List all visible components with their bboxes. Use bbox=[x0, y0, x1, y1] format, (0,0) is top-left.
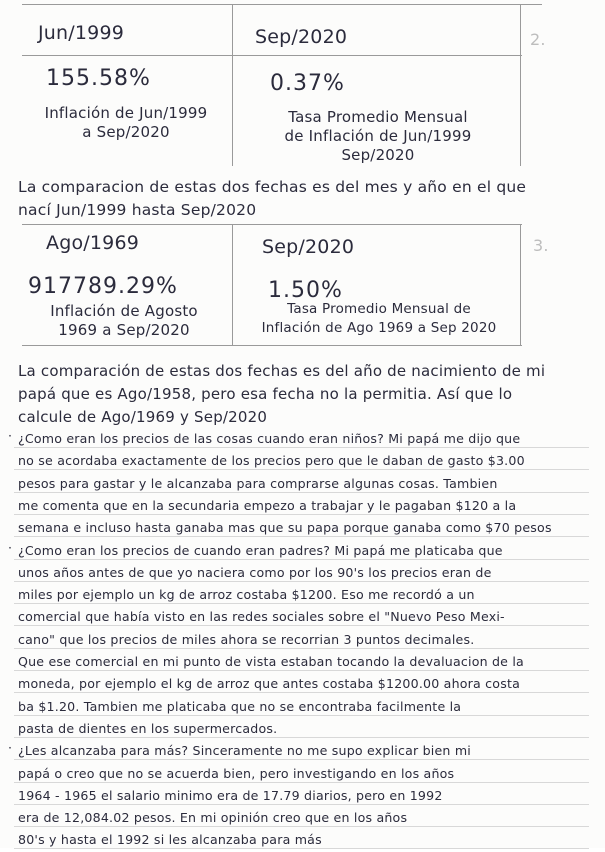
answer-line: 80's y hasta el 1992 si les alcanzaba para más bbox=[18, 832, 322, 848]
answer-line: ¿Como eran los precios de las cosas cuando eran niños? Mi papá me dijo que bbox=[18, 431, 521, 446]
paragraph-line: papá que es Ago/1958, pero esa fecha no la permitia. Así que lo bbox=[18, 385, 513, 403]
answer-line: ba $1.20. Tambien me platicaba que no se encontraba facilmente la bbox=[18, 698, 462, 714]
date-end: Sep/2020 bbox=[255, 26, 348, 48]
comparison-note: La comparacion de estas dos fechas es del mes y año en el que bbox=[18, 178, 527, 196]
paragraph-line: calcule de Ago/1969 y Sep/2020 bbox=[18, 408, 268, 426]
bullet-marker: · bbox=[8, 428, 13, 443]
paragraph-line: La comparación de estas dos fechas es del año de nacimiento de mi bbox=[18, 362, 546, 380]
section-number: 3. bbox=[533, 236, 549, 255]
monthly-rate-caption: Tasa Promedio Mensual de Inflación de Ago 1969 a Sep 2020 bbox=[261, 301, 497, 336]
monthly-rate-value: 1.50% bbox=[268, 278, 343, 303]
answer-line: comercial que había visto en las redes sociales sobre el "Nuevo Peso Mexi- bbox=[18, 609, 505, 625]
answer-line: Que ese comercial en mi punto de vista estaban tocando la devaluacion de la bbox=[18, 654, 524, 669]
answer-line: me comenta que en la secundaria empezo a trabajar y le pagaban $120 a la bbox=[18, 497, 517, 513]
answer-line: pesos para gastar y le alcanzaba para comprarse algunas cosas. Tambien bbox=[18, 475, 498, 491]
monthly-rate-caption: Tasa Promedio Mensual de Inflación de Jun/1999 Sep/2020 bbox=[284, 108, 472, 164]
bullet-marker: · bbox=[8, 740, 13, 756]
answer-line: ¿Les alcanzaba para más? Sinceramente no me supo explicar bien mi bbox=[18, 743, 471, 759]
answer-line: 1964 - 1965 el salario minimo era de 17.79 diarios, pero en 1992 bbox=[18, 787, 443, 803]
answer-line: unos años antes de que yo naciera como por los 90's los precios eran de bbox=[18, 564, 492, 580]
table-divider bbox=[232, 224, 233, 346]
section-number: 2. bbox=[530, 30, 546, 49]
bullet-marker: · bbox=[8, 539, 13, 555]
answer-line: papá o creo que no se acuerda bien, pero investigando en los años bbox=[18, 765, 455, 781]
table-bottom-border bbox=[22, 345, 522, 346]
answer-line: moneda, por ejemplo el kg de arroz que antes costaba $1200.00 ahora costa bbox=[18, 676, 521, 692]
inflation-caption: Inflación de Jun/1999 a Sep/2020 bbox=[44, 104, 208, 141]
inflation-value: 917789.29% bbox=[28, 274, 178, 299]
date-start: Jun/1999 bbox=[38, 22, 125, 44]
answer-line: era de 12,084.02 pesos. En mi opinión creo que en los años bbox=[18, 810, 408, 826]
table-top-border bbox=[22, 4, 542, 5]
table-top-border bbox=[22, 224, 522, 225]
date-start: Ago/1969 bbox=[46, 232, 140, 254]
answer-line: miles por ejemplo un kg de arroz costaba $1200. Eso me recordó a un bbox=[18, 587, 475, 603]
inflation-caption: Inflación de Agosto 1969 a Sep/2020 bbox=[50, 302, 198, 339]
answer-line: pasta de dientes en los supermercados. bbox=[18, 720, 278, 736]
answer-line: ¿Como eran los precios de cuando eran padres? Mi papá me platicaba que bbox=[18, 542, 503, 558]
table-divider bbox=[520, 4, 521, 166]
comparison-note: nací Jun/1999 hasta Sep/2020 bbox=[18, 201, 257, 219]
answer-line: cano" que los precios de miles ahora se recorrian 3 puntos decimales. bbox=[18, 631, 475, 647]
answer-line: no se acordaba exactamente de los precios pero que le daban de gasto $3.00 bbox=[18, 453, 525, 469]
answer-line: semana e incluso hasta ganaba mas que su papa porque ganaba como $70 pesos bbox=[18, 520, 552, 536]
table-row-border bbox=[22, 55, 522, 56]
inflation-value: 155.58% bbox=[46, 66, 151, 91]
table-divider bbox=[232, 4, 233, 166]
monthly-rate-value: 0.37% bbox=[270, 71, 345, 96]
date-end: Sep/2020 bbox=[262, 236, 355, 258]
